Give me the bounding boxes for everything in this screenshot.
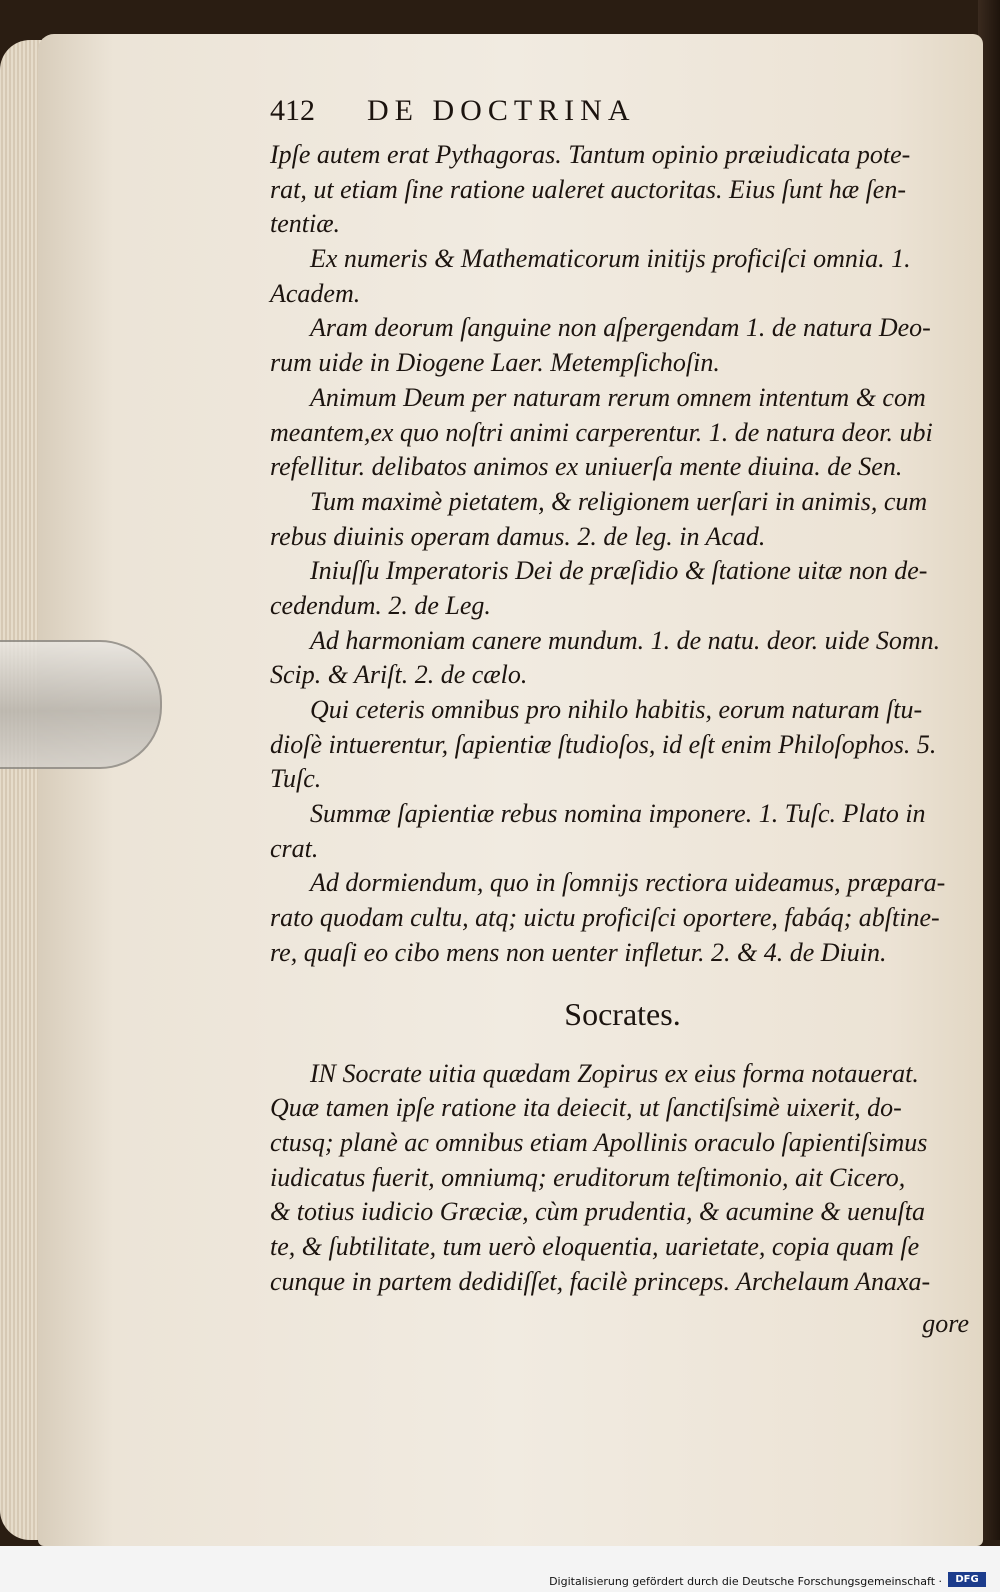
text-line: refellitur. delibatos animos ex uniuerſa mente diuina. de Sen. — [270, 452, 903, 482]
page-clip — [0, 640, 162, 769]
body-lines-top — [270, 138, 975, 971]
text-line: crat. — [270, 833, 319, 863]
text-line: cunque in partem dedidiſſet, facilè princeps. Archelaum Anaxa- — [270, 1266, 931, 1296]
text-line: cedendum. 2. de Leg. — [270, 590, 491, 620]
text-line: tentiæ. — [270, 209, 341, 239]
text-line: rato quodam cultu, atq; uictu proficiſci oportere, fabáq; abſtine- — [270, 903, 940, 933]
text-line: Scip. & Ariſt. 2. de cælo. — [270, 660, 528, 690]
section-heading: Socrates. — [564, 995, 681, 1032]
footer-credit: Digitalisierung gefördert durch die Deutsche Forschungsgemeinschaft · — [549, 1575, 942, 1588]
text-line: Tuſc. — [270, 764, 322, 794]
text-line: iudicatus fuerit, omniumq; eruditorum teſtimonio, ait Cicero, — [270, 1162, 906, 1192]
text-line: rum uide in Diogene Laer. Metempſichoſin. — [270, 348, 720, 378]
text-line: meantem,ex quo noſtri animi carperentur. 1. de natura deor. ubi — [270, 417, 933, 447]
text-line: rebus diuinis operam damus. 2. de leg. in Acad. — [270, 521, 766, 551]
text-line: Ad dormiendum, quo in ſomnijs rectiora uideamus, præpara- — [310, 868, 946, 898]
body-lines-bottom — [270, 1057, 975, 1300]
text-line: Animum Deum per naturam rerum omnem intentum & com — [310, 382, 926, 412]
text-line: Iniuſſu Imperatoris Dei de præſidio & ſtatione uitæ non de- — [310, 556, 928, 586]
text-line: Quæ tamen ipſe ratione ita deiecit, ut ſanctiſsimè uixerit, do- — [270, 1093, 902, 1123]
text-line: Qui ceteris omnibus pro nihilo habitis, eorum naturam ſtu- — [310, 695, 923, 724]
text-line: te, & ſubtilitate, tum uerò eloquentia, uarietate, copia quam ſe — [270, 1231, 920, 1261]
text-line: dioſè intuerentur, ſapientiæ ſtudioſos, id eſt enim Philoſophos. 5. — [270, 729, 937, 759]
dfg-logo: DFG — [948, 1572, 986, 1587]
text-line: re, quaſi eo cibo mens non uenter infletur. 2. & 4. de Diuin. — [270, 937, 887, 967]
text-line: rat, ut etiam ſine ratione ualeret auctoritas. Eius ſunt hæ ſen- — [270, 174, 906, 204]
page-text — [270, 94, 975, 1341]
text-line: Ad harmoniam canere mundum. 1. de natu. deor. uide Somn. — [310, 625, 941, 655]
text-line: & totius iudicio Græciæ, cùm prudentia, & acumine & uenuſta — [270, 1197, 926, 1227]
running-title: DE DOCTRINA — [367, 94, 636, 127]
catchword: gore — [922, 1309, 969, 1339]
text-line: Ipſe autem erat Pythagoras. Tantum opinio præiudicata pote- — [270, 140, 911, 169]
text-line: Academ. — [270, 278, 361, 308]
text-line: IN Socrate uitia quædam Zopirus ex eius forma notauerat. — [310, 1058, 919, 1088]
text-line: ctusq; planè ac omnibus etiam Apollinis oraculo ſapientiſsimus — [270, 1127, 928, 1157]
text-line: Summæ ſapientiæ rebus nomina imponere. 1. Tuſc. Plato in — [310, 799, 926, 829]
text-line: Tum maximè pietatem, & religionem uerſari in animis, cum — [310, 486, 928, 516]
running-head — [270, 94, 975, 138]
text-line: Ex numeris & Mathematicorum initijs proficiſci omnia. 1. — [310, 244, 911, 274]
page-number: 412 — [270, 94, 315, 127]
text-line: Aram deorum ſanguine non aſpergendam 1. de natura Deo- — [310, 313, 931, 343]
